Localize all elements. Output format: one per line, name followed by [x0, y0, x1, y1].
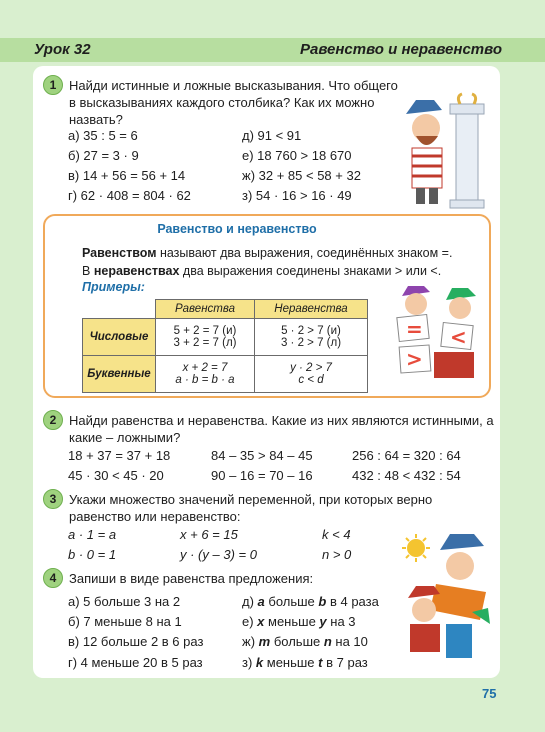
- task1-item-g: г) 62 · 408 = 804 · 62: [68, 188, 191, 203]
- task3-question: Укажи множество значений переменной, при которых верно равенство или неравенство:: [69, 492, 433, 524]
- task2-item: 90 – 16 = 70 – 16: [211, 468, 313, 483]
- task3-item: x + 6 = 15: [180, 527, 238, 542]
- task2-item: 18 + 37 = 37 + 18: [68, 448, 171, 463]
- definition-inequality: два выражения соединены знаками > или <.: [179, 264, 442, 278]
- task1-item-b: б) 27 = 3 · 9: [68, 148, 139, 163]
- topic-title: Равенство и неравенство: [300, 41, 502, 58]
- table-cell: x + 2 = 7 a · b = b · a: [156, 356, 255, 393]
- pirates-signs-illustration: [394, 284, 484, 384]
- task2-item: 84 – 35 > 84 – 45: [211, 448, 313, 463]
- table-header-inequalities: Неравенства: [255, 300, 368, 319]
- task4-item-z: з) k меньше t в 7 раз: [242, 655, 368, 670]
- task2-question: Найди равенства и неравенства. Какие из них являются истинными, а какие – ложными?: [69, 413, 494, 445]
- task1-item-e: е) 18 760 > 18 670: [242, 148, 352, 163]
- task1-item-v: в) 14 + 56 = 56 + 14: [68, 168, 186, 183]
- svg-text:=: =: [406, 317, 423, 341]
- task-number-1: 1: [43, 75, 63, 95]
- definition-prefix: В: [82, 264, 94, 278]
- term-inequality: неравенствах: [93, 264, 180, 278]
- table-cell: 5 + 2 = 7 (и) 3 + 2 = 7 (л): [156, 319, 255, 356]
- lesson-title: Урок 32: [34, 41, 91, 58]
- task4-item-v: в) 12 больше 2 в 6 раз: [68, 634, 204, 649]
- examples-table: [82, 299, 368, 393]
- rule-title: Равенство и неравенство: [157, 222, 317, 236]
- table-corner: [83, 300, 156, 319]
- task3-item: b · 0 = 1: [68, 547, 117, 562]
- examples-label: Примеры:: [82, 280, 145, 294]
- task3-item: a · 1 = a: [68, 527, 117, 542]
- task4-item-d: д) a больше b в 4 раза: [242, 594, 379, 609]
- task3-item: y · (y – 3) = 0: [180, 547, 257, 562]
- task1-item-a: а) 35 : 5 = 6: [68, 128, 138, 143]
- table-cell: y · 2 > 7 c < d: [255, 356, 368, 393]
- task1-item-zh: ж) 32 + 85 < 58 + 32: [242, 168, 361, 183]
- task-number-4: 4: [43, 568, 63, 588]
- task4-item-b: б) 7 меньше 8 на 1: [68, 614, 182, 629]
- pirates-bottom-illustration: [400, 532, 494, 670]
- task4-item-zh: ж) m больше n на 10: [242, 634, 368, 649]
- task2-item: 45 · 30 < 45 · 20: [68, 468, 164, 483]
- task1-item-z: з) 54 · 16 > 16 · 49: [242, 188, 352, 203]
- task1-question: Найди истинные и ложные высказывания. Что общего в высказываниях каждого столбика? Как их можно назвать?: [69, 78, 398, 127]
- pirate-column-illustration: [398, 92, 498, 210]
- task1-item-d: д) 91 < 91: [242, 128, 302, 143]
- task-number-2: 2: [43, 410, 63, 430]
- svg-text:<: <: [450, 325, 467, 349]
- table-row-numeric: Числовые: [83, 319, 156, 356]
- svg-text:>: >: [406, 347, 423, 371]
- task2-item: 432 : 48 < 432 : 54: [352, 468, 461, 483]
- term-equality: Равенством: [82, 246, 157, 260]
- table-row-literal: Буквенные: [83, 356, 156, 393]
- task4-item-a: а) 5 больше 3 на 2: [68, 594, 181, 609]
- table-header-equalities: Равенства: [156, 300, 255, 319]
- task-number-3: 3: [43, 489, 63, 509]
- task4-question: Запиши в виде равенства предложения:: [69, 571, 314, 586]
- task2-item: 256 : 64 = 320 : 64: [352, 448, 461, 463]
- task3-item: n > 0: [322, 547, 352, 562]
- page-number: 75: [482, 686, 497, 701]
- table-cell: 5 · 2 > 7 (и) 3 · 2 > 7 (л): [255, 319, 368, 356]
- task4-item-e: е) x меньше y на 3: [242, 614, 356, 629]
- task3-item: k < 4: [322, 527, 351, 542]
- rule-definition: [82, 244, 452, 280]
- task4-item-g: г) 4 меньше 20 в 5 раз: [68, 655, 203, 670]
- definition-equality: называют два выражения, соединённых знаком =.: [156, 246, 453, 260]
